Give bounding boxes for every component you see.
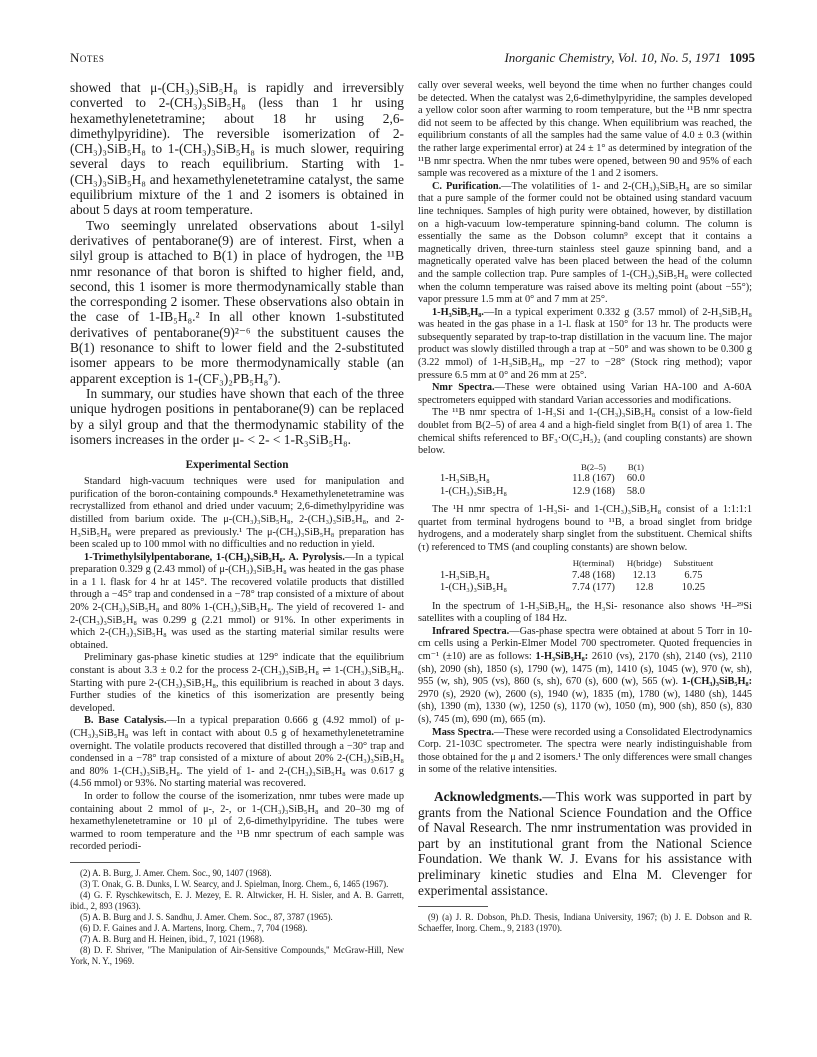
table-row: 1-H₃SiB₅H₈ 7.48 (168) 12.13 6.75 [440,569,703,581]
footnote: (8) D. F. Shriver, "The Manipulation of Air-Sensitive Compounds," McGraw-Hill, New York, N. Y., 1969. [70,944,404,966]
paragraph-purification: C. Purification.—The volatilities of 1- and 2-(CH₃)₃SiB₅H₈ are so similar that a pure sample of the former could not be obtained using standard vacuum line techniques. Samples of high purity were obtained, however, by distillation on a high-vacuum low-temperature spinning-band column. The column is essentially the same as the Dobson column⁹ except that it contains a magnetically driven, three-turn stainless steel gauze spinning band, and a magnetically operated valve has been placed between the head of the column and the sample collection trap. Pure samples of 1-(CH₃)₃SiB₅H₈ were collected when the column temperature was raised above its melting point (about −55°); vapor pressure 1.5 mm at 0° and 7 mm at 25°. [418,180,752,306]
table-header-row: B(2–5) B(1) [580,461,644,472]
running-head [70,50,755,68]
ir-compound-label: 1-H₃SiB₅H₈: [535,651,589,662]
ir-compound-label: 1-(CH₃)₃SiB₅H₈: [681,676,753,688]
left-column [70,80,404,967]
paragraph-isomerization: showed that μ-(CH₃)₃SiB₅H₈ is rapidly and irreversibly converted to 2-(CH₃)₃SiB₅H₈ (less than 1 hr using hexamethylenetetramine; about 18 hr using 2,6-dimethylpyridine). The reversible isomerization of 2-(CH₃)₃SiB₅H₈ to 1-(CH₃)₃SiB₅H₈ is much slower, requiring several days to reach equilibrium. Starting with 1-(CH₃)₃SiB₅H₈ and hexamethylenetetramine catalyst, the same equilibrium mixture of the 1 and 2 isomers is obtained in about 5 days at room temperature. [70,80,404,218]
infrared-title: Infrared Spectra. [432,625,510,637]
paragraph-satellites: In the spectrum of 1-H₃SiB₅H₈, the H₃Si- resonance also shows ¹H–²⁹Si satellites with a coupling of 184 Hz. [418,600,752,625]
table-row: 1-(CH₃)₃SiB₅H₈ 12.9 (168) 58.0 [440,485,645,497]
footnote-rule [70,862,140,863]
paragraph-kinetics: Preliminary gas-phase kinetic studies at 129° indicate that the equilibrium constant is about 3.3 ± 0.2 for the process 2-(CH₃)₃SiB₅H₈ ⇌ 1-(CH₃)₃SiB₅H₈. Starting with pure 2-(CH₃)₃SiB₅H₈, this equilibrium is reached in about 3 days. Further studies of the kinetics of this isomerization are presently being developed. [70,652,404,714]
purification-title: C. Purification. [432,180,502,192]
footnote: (2) A. B. Burg, J. Amer. Chem. Soc., 90, 1407 (1968). [80,867,272,878]
h1-shift-table [434,557,719,594]
footnote: (9) (a) J. R. Dobson, Ph.D. Thesis, Indiana University, 1967; (b) J. E. Dobson and R. Schaeffer, Inorg. Chem., 9, 2183 (1970). [418,912,752,934]
footnote-rule [418,906,488,907]
paragraph-nmr-spectra: Nmr Spectra.—These were obtained using Varian HA-100 and A-60A spectrometers equipped with standard Varian accessories and modifications. [418,382,752,406]
paragraph-observations: Two seemingly unrelated observations about 1-silyl derivatives of pentaborane(9) are of interest. First, when a silyl group is attached to B(1) in place of hydrogen, the ¹¹B nmr resonance of that boron is shifted to higher field, and, second, this 1 isomer is more thermodynamically stable than the corresponding 2 isomer. These observations also obtain in the case of 1-IB₅H₈.² In all other known 1-substituted derivatives of pentaborane(9)²⁻⁶ the substituent causes the B(1) resonance to shift to lower field and the 2-substituted isomer appears to be more thermodynamically stable (an apparent exception is 1-(CF₃)₂PB₅H₈⁷). [70,217,404,386]
acknowledgments-title: Acknowledgments. [434,788,543,804]
footnote: (6) D. F. Gaines and J. A. Martens, Inorg. Chem., 7, 704 (1968). [80,922,308,933]
footnote: (5) A. B. Burg and J. S. Sandhu, J. Amer. Chem. Soc., 87, 3787 (1965). [80,911,333,922]
paragraph-techniques: Standard high-vacuum techniques were used for manipulation and purification of the boron-containing compounds.⁸ Hexamethylenetetramine was recrystallized from ethanol and dried under vacuum; 2,6-dimethylpyridine was distilled from barium oxide. The μ-(CH₃)₃SiB₅H₈, 2-(CH₃)₃SiB₅H₈, and 2-H₃SiB₅H₈ were prepared as previously.¹ The μ-(CH₃)₃SiB₅H₈ preparation has been scaled up to 100 mmol with no difficulties and no reduction in yield. [70,476,404,551]
footnote: (4) G. F. Ryschkewitsch, E. J. Mezey, E. R. Altwicker, H. H. Sisler, and A. B. Garrett, ibid., 2, 893 (1963). [70,889,404,911]
b11-shift-table [434,461,651,498]
mass-spectra-title: Mass Spectra. [432,726,494,738]
paragraph-base-catalysis: B. Base Catalysis.—In a typical preparation 0.666 g (4.92 mmol) of μ-(CH₃)₃SiB₅H₈ was left in contact with about 0.5 g of hexamethylenetetramine overnight. The volatile products recovered that distilled through a −30° trap and condensed in a −78° trap consisted of a mixture of about 20% 2-(CH₃)₃SiB₅H₈ and 80% 1-(CH₃)₃SiB₅H₈. The yield of 1- and 2-(CH₃)₃SiB₅H₈ was 0.617 g (4.56 mmol) or 93%. No starting material was recovered. [70,715,405,790]
h3sib5h8-title: 1-H₃SiB₅H₈. [432,306,484,318]
paragraph-h1-nmr: The ¹H nmr spectra of 1-H₃Si- and 1-(CH₃)₃SiB₅H₈ consist of a 1:1:1:1 quartet from terminal hydrogens bound to ¹¹B, a broad singlet from bridge hydrogens, and a moderately sharp singlet from the substituent. Chemical shifts (τ) referenced to TMS (and coupling constants) are shown below. [418,504,752,553]
journal-citation: Inorganic Chemistry, Vol. 10, No. 5, 1971 1095 [504,50,755,65]
section-label: Notes [70,50,105,65]
footnotes [418,912,752,934]
paragraph-nmr-tubes: In order to follow the course of the isomerization, nmr tubes were made up containing about 2 mmol of μ-, 2-, or 1-(CH₃)₃SiB₅H₈ and 20–30 mg of hexamethylenetetramine or 10 μl of 2,6-dimethylpyridine. The tubes were warmed to room temperature and the ¹¹B nmr spectrum of each sample was recorded periodi- [70,790,404,853]
table-row: 1-(CH₃)₃SiB₅H₈ 7.74 (177) 12.8 10.25 [440,582,705,594]
base-catalysis-title: B. Base Catalysis. [84,715,167,727]
experimental-heading: Experimental Section [185,459,289,472]
table-row: 1-H₃SiB₅H₈ 11.8 (167) 60.0 [440,473,645,485]
footnotes [70,868,404,967]
paragraph-continued: cally over several weeks, well beyond the time when no further changes could be detected. When the catalyst was 2,6-dimethylpyridine, the samples developed a yellow color soon after warming to room temperature, but the ¹¹B nmr spectra did not seem to be affected by this change. When equilibrium was reached, the equilibrium constants of all the samples had the same value of 4.0 ± 0.3 (within the rather large experimental error) at 24 ± 1° as determined by integration of the ¹¹B nmr spectra. When the nmr tubes were opened, between 90 and 95% of each sample was recovered as a mixture of the 1 and 2 isomers. [418,80,752,180]
nmr-spectra-title: Nmr Spectra. [432,382,495,394]
footnote: (7) A. B. Burg and H. Heinen, ibid., 7, 1021 (1968). [80,933,265,944]
pyrolysis-title: 1-Trimethylsilylpentaborane, 1-(CH₃)₃SiB₅H₈. A. Pyrolysis. [84,551,345,563]
footnote: (3) T. Onak, G. B. Dunks, I. W. Searcy, and J. Spielman, Inorg. Chem., 6, 1465 (1967). [80,878,389,889]
paragraph-h3sib5h8: 1-H₃SiB₅H₈.—In a typical experiment 0.332 g (3.57 mmol) of 2-H₃SiB₅H₈ was heated in the gas phase in a 1-l. flask at 150° for 13 hr. The products were subsequently separated by trap-to-trap distillation in the vacuum line. The major product was slowly distilled through a trap at −50° and was shown to be 0.300 g (3.22 mmol) of 1-H₃SiB₅H₈, mp −27 to −28° (Stock ring method); vapor pressure 6.5 mm at 0° and 26 mm at 25°. [418,306,752,381]
paragraph-mass-spectra: Mass Spectra.—These were recorded using a Consolidated Electrodynamics Corp. 21-103C spectrometer. The spectra were nearly indistinguishable from those obtained for the μ and 2 isomers.¹ The only differences were small changes in some of the relative intensities. [418,726,752,776]
table-header-row: H(terminal) H(bridge) Substituent [572,558,714,569]
page-number: 1095 [729,50,755,65]
paragraph-infrared: Infrared Spectra.—Gas-phase spectra were obtained at about 5 Torr in 10-cm cells using a Perkin-Elmer Model 700 spectrometer. Quoted frequencies in cm⁻¹ (±10) are as follows: 1-H₃SiB₅H₈: 2610 (vs), 2170 (sh), 2140 (vs), 2110 (sh), 2090 (sh), 1850 (s), 1790 (w), 1475 (m), 1410 (s), 1045 (w), 970 (w, sh), 955 (w, sh), 905 (vs), 860 (s, sh), 670 (s), 600 (w), 565 (w). 1-(CH₃)₃SiB₅H₈: 2970 (s), 2920 (w), 2600 (s), 1940 (w), 1835 (m), 1780 (w), 1480 (sh), 1445 (sh), 1390 (m), 1330 (w), 1250 (s), 1170 (w), 1050 (m), 900 (sh), 850 (s), 830 (s), 745 (m), 690 (m), 665 (m). [418,625,753,725]
paragraph-summary: In summary, our studies have shown that each of the three unique hydrogen positions in pentaborane(9) can be replaced by a silyl group and that the thermodynamic stability of the isomers increases in the order μ- < 2- < 1-R₃SiB₅H₈. [70,385,404,447]
acknowledgments: Acknowledgments.—This work was supported in part by grants from the National Science Foundation and the Office of Naval Research. The nmr instrumentation was provided in part by an institutional grant from the National Science Foundation. We thank W. J. Evans for his assistance with preliminary kinetic studies and Elna M. Clevenger for experimental assistance. [418,788,752,898]
paragraph-pyrolysis: 1-Trimethylsilylpentaborane, 1-(CH₃)₃SiB₅H₈. A. Pyrolysis.—In a typical preparation 0.329 g (2.43 mmol) of μ-(CH₃)₃SiB₅H₈ was heated in the gas phase in a 1 l. flask for 4 hr at 145°. The recovered volatile products that distilled through a −45° trap and condensed in a −78° trap consisted of a mixture of about 20% 2-(CH₃)₃SiB₅H₈ and 80% 1-(CH₃)₃SiB₅H₈. The yield of recovered 1- and 2-(CH₃)₃SiB₅H₈ was 0.299 g (2.21 mmol) or 91%. In other experiments in which 2-(CH₃)₃SiB₅H₈ was used as the starting material similar results were obtained. [70,551,404,651]
right-column [418,80,752,934]
paragraph-b11-nmr: The ¹¹B nmr spectra of 1-H₃Si and 1-(CH₃)₃SiB₅H₈ consist of a low-field doublet from B(2–5) of area 4 and a high-field singlet from B(1) of area 1. The chemical shifts referenced to BF₃·O(C₂H₅)₂ (and coupling constants) are shown below. [418,407,752,457]
